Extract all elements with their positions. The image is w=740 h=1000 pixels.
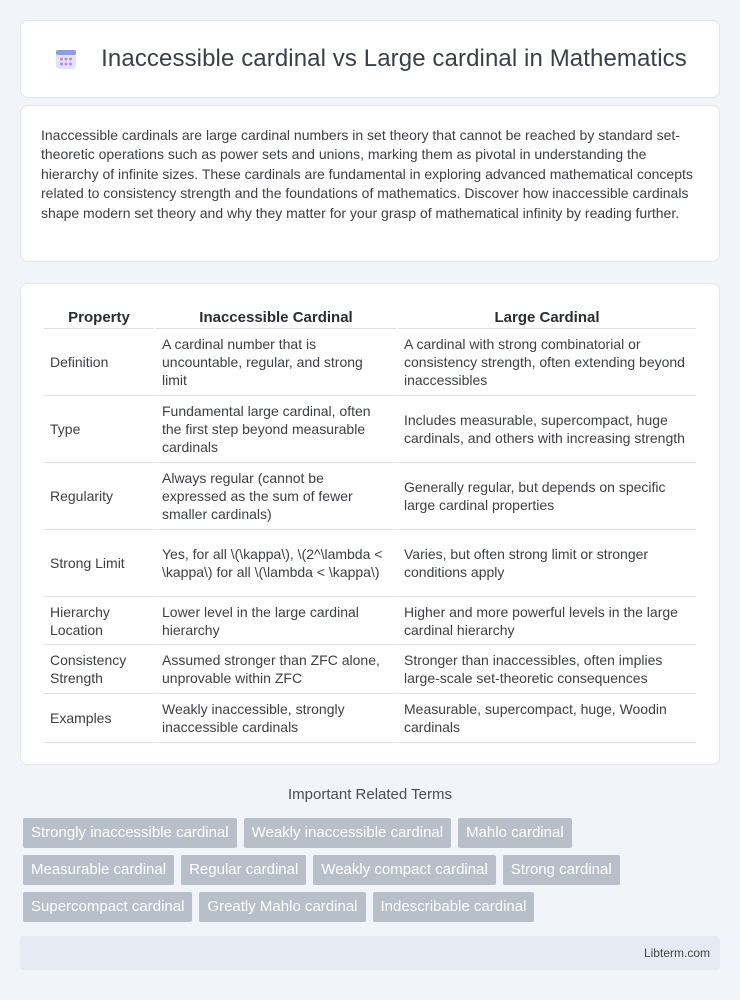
table-row: [44, 645, 696, 694]
tag-row: [23, 892, 723, 922]
row-large: A cardinal with strong combinatorial or consistency strength, often extending beyond inaccessibles: [398, 329, 696, 396]
page-title: Inaccessible cardinal vs Large cardinal in Mathematics: [101, 45, 687, 72]
tag-regular[interactable]: Regular cardinal: [181, 855, 306, 885]
header-large: Large Cardinal: [398, 303, 696, 329]
header-card: [20, 20, 720, 98]
header-property: Property: [44, 303, 154, 329]
row-large: Generally regular, but depends on specific large cardinal properties: [398, 463, 696, 530]
row-inaccessible: Always regular (cannot be expressed as the sum of fewer smaller cardinals): [156, 463, 396, 530]
row-property: Strong Limit: [44, 530, 154, 597]
row-large: Measurable, supercompact, huge, Woodin cardinals: [398, 694, 696, 743]
header: [53, 45, 687, 73]
row-property: Consistency Strength: [44, 645, 154, 694]
tag-greatly-mahlo[interactable]: Greatly Mahlo cardinal: [199, 892, 365, 922]
row-inaccessible: Lower level in the large cardinal hierarchy: [156, 597, 396, 645]
row-large: Stronger than inaccessibles, often implies large-scale set-theoretic consequences: [398, 645, 696, 694]
row-inaccessible: Yes, for all \(\kappa\), \(2^\lambda < \kappa\) for all \(\lambda < \kappa\): [156, 530, 396, 597]
tag-strong[interactable]: Strong cardinal: [503, 855, 620, 885]
row-property: Definition: [44, 329, 154, 396]
tag-row: [23, 855, 723, 885]
header-inaccessible: Inaccessible Cardinal: [156, 303, 396, 329]
footer-brand[interactable]: Libterm.com: [643, 946, 710, 960]
row-property: Hierarchy Location: [44, 597, 154, 645]
table-row: [44, 463, 696, 530]
row-inaccessible: Fundamental large cardinal, often the first step beyond measurable cardinals: [156, 396, 396, 463]
tag-indescribable[interactable]: Indescribable cardinal: [373, 892, 535, 922]
table-row: [44, 694, 696, 743]
row-property: Regularity: [44, 463, 154, 530]
related-terms: [23, 818, 723, 929]
calendar-grid-icon: [53, 46, 79, 72]
comparison-table: [42, 303, 698, 743]
tag-measurable[interactable]: Measurable cardinal: [23, 855, 174, 885]
table-row: [44, 396, 696, 463]
tag-mahlo[interactable]: Mahlo cardinal: [458, 818, 572, 848]
tag-weakly-compact[interactable]: Weakly compact cardinal: [313, 855, 495, 885]
footer: [20, 936, 720, 970]
intro-card: [20, 105, 720, 262]
intro-text: Inaccessible cardinals are large cardinal numbers in set theory that cannot be reached by standard set-theoretic operations such as power sets and unions, marking them as pivotal in understanding the hierarchy of infinite sizes. These cardinals are fundamental in exploring advanced mathematical concepts related to consistency strength and the foundations of mathematics. Discover how inaccessible cardinals shape modern set theory and why they matter for your grasp of mathematical infinity by reading further.: [41, 127, 693, 221]
table-row: [44, 597, 696, 645]
row-large: Includes measurable, supercompact, huge cardinals, and others with increasing strength: [398, 396, 696, 463]
row-large: Higher and more powerful levels in the large cardinal hierarchy: [398, 597, 696, 645]
table-header-row: [44, 303, 696, 329]
comparison-card: [20, 283, 720, 765]
related-terms-title: Important Related Terms: [288, 786, 452, 803]
table-row: [44, 530, 696, 597]
tag-row: [23, 818, 723, 848]
tag-supercompact[interactable]: Supercompact cardinal: [23, 892, 192, 922]
tag-weakly-inaccessible[interactable]: Weakly inaccessible cardinal: [244, 818, 451, 848]
row-property: Type: [44, 396, 154, 463]
tag-strongly-inaccessible[interactable]: Strongly inaccessible cardinal: [23, 818, 237, 848]
row-inaccessible: A cardinal number that is uncountable, regular, and strong limit: [156, 329, 396, 396]
row-large: Varies, but often strong limit or stronger conditions apply: [398, 530, 696, 597]
row-property: Examples: [44, 694, 154, 743]
row-inaccessible: Weakly inaccessible, strongly inaccessible cardinals: [156, 694, 396, 743]
row-inaccessible: Assumed stronger than ZFC alone, unprovable within ZFC: [156, 645, 396, 694]
table-row: [44, 329, 696, 396]
